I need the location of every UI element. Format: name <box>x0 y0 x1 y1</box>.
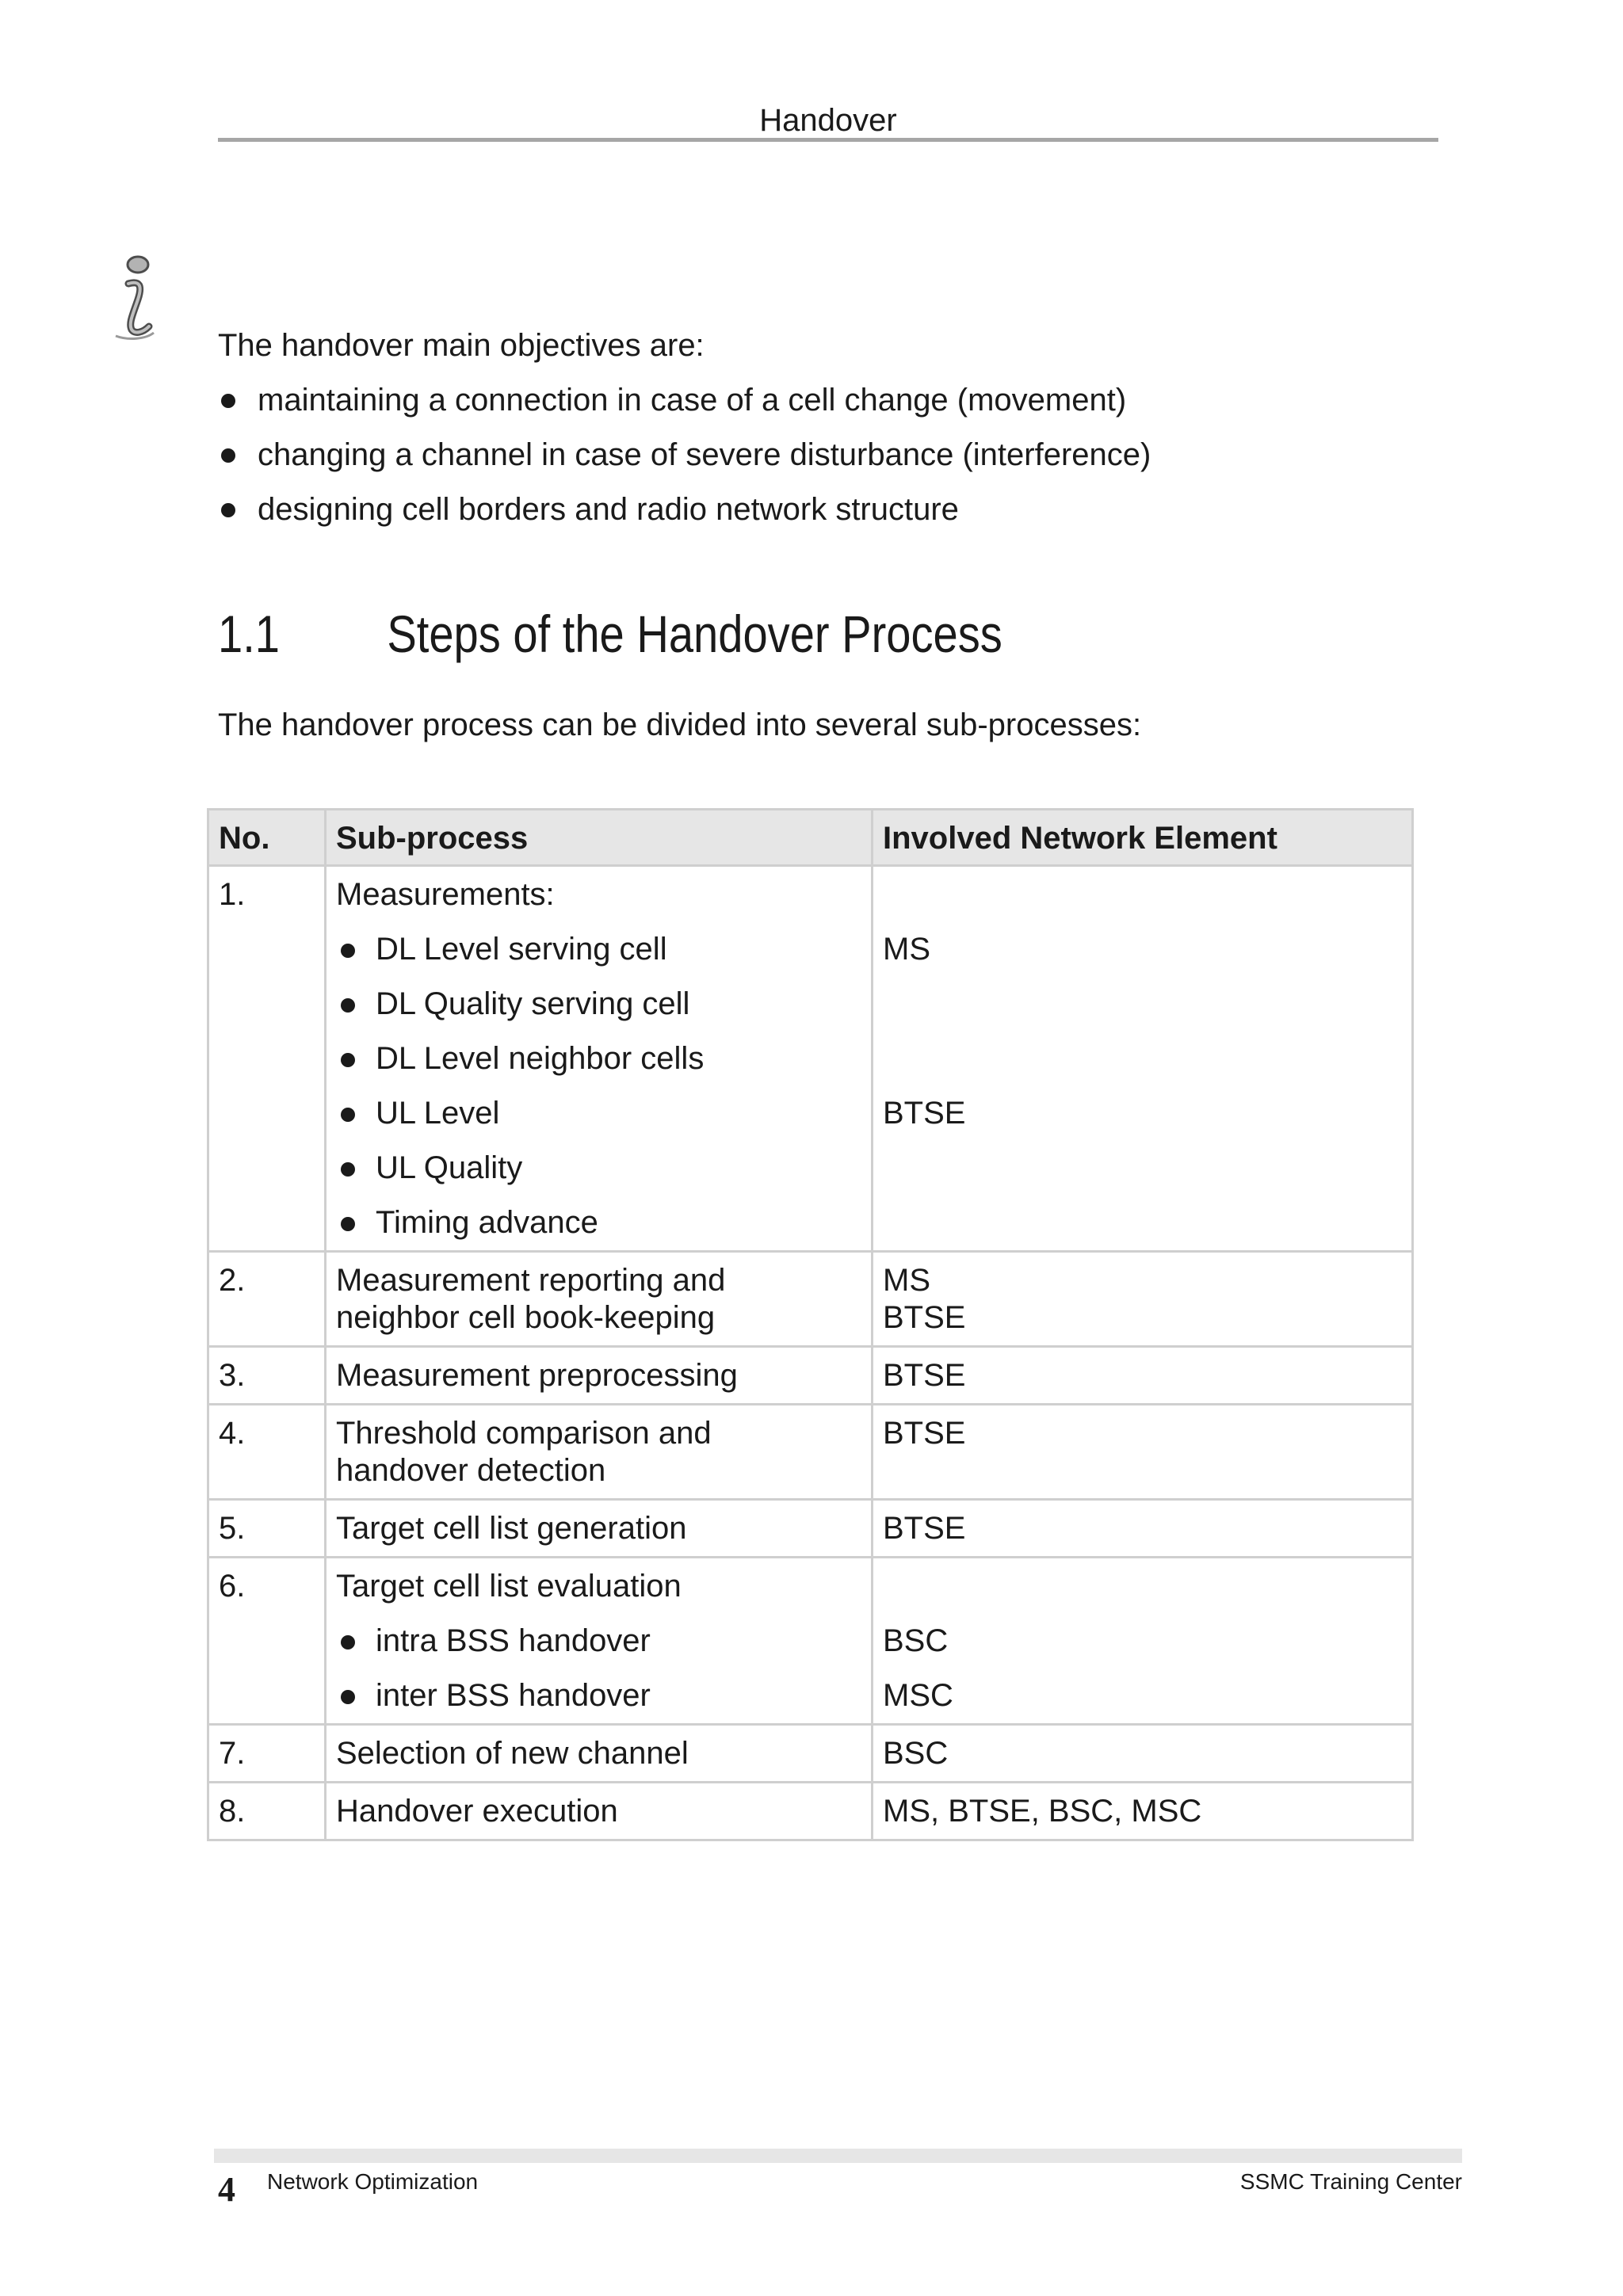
subprocess-item: UL Level <box>336 1095 861 1150</box>
bullet-icon <box>341 1217 355 1231</box>
row-subprocess: Measurement reporting and neighbor cell book-keeping <box>326 1252 873 1347</box>
row-subprocess: Handover execution <box>326 1783 873 1840</box>
page-header-title: Handover <box>759 103 897 138</box>
table-row <box>208 1405 1413 1500</box>
bullet-icon <box>221 394 235 408</box>
row-no: 4. <box>208 1405 326 1500</box>
row-no: 8. <box>208 1783 326 1840</box>
objective-item <box>218 482 1438 537</box>
table-row <box>208 1347 1413 1405</box>
row-element <box>873 866 1413 1252</box>
objectives-list <box>218 373 1438 537</box>
bullet-icon <box>341 1690 355 1704</box>
bullet-icon <box>221 503 235 517</box>
footer-left-text: Network Optimization <box>267 2169 479 2194</box>
table-header-row <box>208 810 1413 866</box>
footer-rule <box>214 2149 1462 2163</box>
bullet-icon <box>341 998 355 1013</box>
objective-text: changing a channel in case of severe disturbance (interference) <box>258 437 1151 472</box>
row-element: BTSE <box>873 1347 1413 1405</box>
row-subprocess: Selection of new channel <box>326 1725 873 1783</box>
header-no: No. <box>208 810 326 866</box>
footer-right-text: SSMC Training Center <box>1239 2169 1462 2194</box>
section-lead-text: The handover process can be divided into several sub-processes: <box>218 707 1142 742</box>
table-row <box>208 1783 1413 1840</box>
row-subprocess <box>326 1558 873 1725</box>
row-no: 5. <box>208 1500 326 1558</box>
bullet-icon <box>221 448 235 463</box>
objective-text: maintaining a connection in case of a cell change (movement) <box>258 383 1127 418</box>
bullet-icon <box>341 1162 355 1177</box>
subprocess-item: inter BSS handover <box>336 1677 861 1714</box>
row-no: 6. <box>208 1558 326 1725</box>
row-element: BTSE <box>873 1500 1413 1558</box>
subprocess-text: Measurements: <box>336 877 555 912</box>
bullet-icon <box>341 1053 355 1067</box>
subprocess-item: DL Quality serving cell <box>336 986 861 1040</box>
header-rule <box>218 138 1438 142</box>
subprocess-item: UL Quality <box>336 1150 861 1204</box>
element-text: MSC <box>883 1678 953 1713</box>
row-no: 3. <box>208 1347 326 1405</box>
row-element: BSC <box>873 1725 1413 1783</box>
row-subprocess: Measurement preprocessing <box>326 1347 873 1405</box>
row-element: MS BTSE <box>873 1252 1413 1347</box>
subprocess-item: DL Level neighbor cells <box>336 1040 861 1095</box>
table-row <box>208 1558 1413 1725</box>
objective-item <box>218 373 1438 428</box>
row-element <box>873 1558 1413 1725</box>
table-row <box>208 1252 1413 1347</box>
subprocess-text: Target cell list evaluation <box>336 1569 682 1604</box>
objective-text: designing cell borders and radio network structure <box>258 492 959 527</box>
objective-item <box>218 428 1438 482</box>
table-row <box>208 866 1413 1252</box>
bullet-icon <box>341 1108 355 1122</box>
row-no: 1. <box>208 866 326 1252</box>
bullet-icon <box>341 1635 355 1650</box>
section-title: Steps of the Handover Process <box>387 605 1002 663</box>
section-number: 1.1 <box>218 605 280 663</box>
row-no: 7. <box>208 1725 326 1783</box>
header-subprocess: Sub-process <box>326 810 873 866</box>
row-subprocess <box>326 866 873 1252</box>
info-icon <box>105 254 160 342</box>
row-no: 2. <box>208 1252 326 1347</box>
element-text: BTSE <box>883 1096 966 1131</box>
section-heading <box>218 601 1002 667</box>
table-row <box>208 1500 1413 1558</box>
page-number: 4 <box>218 2170 235 2209</box>
intro-block <box>218 318 1438 537</box>
header-element: Involved Network Element <box>873 810 1413 866</box>
subprocess-item: DL Level serving cell <box>336 931 861 986</box>
bullet-icon <box>341 944 355 958</box>
subprocess-item: Timing advance <box>336 1204 861 1241</box>
row-element: MS, BTSE, BSC, MSC <box>873 1783 1413 1840</box>
handover-steps-table <box>207 808 1414 1841</box>
subprocess-item: intra BSS handover <box>336 1623 861 1677</box>
row-subprocess: Threshold comparison and handover detection <box>326 1405 873 1500</box>
element-text: BSC <box>883 1623 949 1658</box>
row-subprocess: Target cell list generation <box>326 1500 873 1558</box>
intro-text: The handover main objectives are: <box>218 328 705 363</box>
table-row <box>208 1725 1413 1783</box>
row-element: BTSE <box>873 1405 1413 1500</box>
element-text: MS <box>883 932 930 967</box>
